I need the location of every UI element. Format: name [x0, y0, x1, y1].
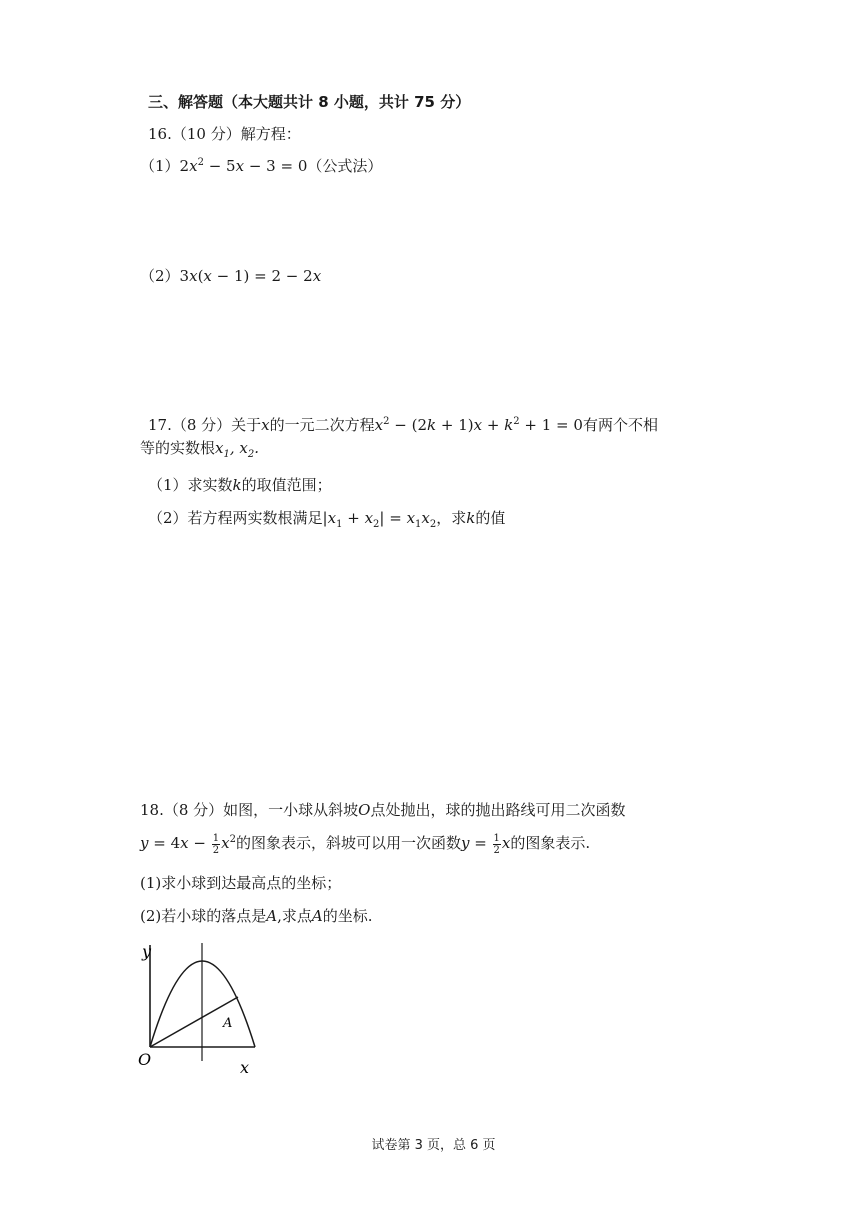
section-heading: 三、解答题（本大题共计 8 小题，共计 75 分） [148, 93, 471, 111]
q18-line2-end: 的图象表示. [510, 834, 591, 852]
q17-part2-suffix: ，求 [436, 509, 467, 527]
q18-title-text: 18.（8 分）如图，一小球从斜坡 [140, 801, 359, 819]
origin-label: O [138, 1050, 152, 1069]
q16-part2-label: （2） [140, 267, 180, 285]
q16-part1-equation: $2x^2 - 5x - 3 = 0$ [179, 157, 308, 175]
q17-title [148, 412, 658, 435]
q18-figure [130, 935, 260, 1080]
y-axis-label: y [142, 942, 152, 961]
q18-part2-prefix: (2)若小球的落点是 [140, 907, 267, 925]
q17-part2-end: 的值 [475, 509, 506, 527]
point-a-label: A [223, 1016, 233, 1031]
q18-quadratic: y = 4x − $\frac{1}{2}$ $x^2$ [140, 832, 236, 856]
q16-part1 [140, 153, 382, 176]
q17-roots: $x_1$, $x_2$. [215, 439, 260, 460]
q18-line2-mid: 的图象表示，斜坡可以用一次函数 [235, 834, 461, 852]
q18-part1: (1)求小球到达最高点的坐标； [140, 874, 342, 892]
x-axis-label: x [240, 1058, 250, 1077]
q17-part1-suffix: 的取值范围； [241, 476, 332, 494]
q16-part1-suffix: （公式法） [307, 157, 383, 175]
q18-part2 [140, 906, 373, 926]
q16-part2-equation: 3x(x − 1) = 2 − 2x [179, 267, 322, 285]
q17-part1-text: （1）求实数 [148, 476, 233, 494]
q16-part1-label: （1） [140, 157, 180, 175]
q18-title-mid: 点处抛出，球的抛出路线可用二次函数 [370, 801, 626, 819]
q17-var-k2: k [466, 509, 476, 527]
q16-title: 16.（10 分）解方程： [148, 125, 301, 143]
q17-part2-text: （2）若方程两实数根满足 [148, 509, 323, 527]
q18-line2 [140, 830, 590, 856]
q17-equation: $x^2 - (2k + 1)x + k^2 + 1 = 0$ [374, 416, 583, 434]
q18-part2-end: 的坐标. [322, 907, 373, 925]
page-footer: 试卷第 3 页，总 6 页 [371, 1138, 496, 1153]
q17-condition: $|x_1 + x_2| = x_1x_2$ [322, 509, 437, 530]
q17-line2 [140, 438, 259, 465]
q17-var-k: k [232, 476, 242, 494]
q18-point-a: A [266, 907, 278, 925]
q17-part2 [148, 508, 505, 535]
q18-title [140, 800, 626, 820]
q17-part1 [148, 475, 332, 495]
q18-part2-mid: ,求点 [277, 907, 312, 925]
q17-line2-text: 等的实数根 [140, 439, 216, 457]
q18-linear: y = $\frac{1}{2}$ x [460, 832, 511, 856]
q16-part2 [140, 266, 321, 286]
q18-point-a2: A [311, 907, 323, 925]
q17-var-x: x [261, 416, 270, 434]
q17-title-prefix: 17.（8 分）关于 [148, 416, 262, 434]
q17-title-suffix: 有两个不相 [582, 416, 658, 434]
q17-title-mid: 的一元二次方程 [269, 416, 375, 434]
q18-point-o: O [358, 801, 371, 819]
